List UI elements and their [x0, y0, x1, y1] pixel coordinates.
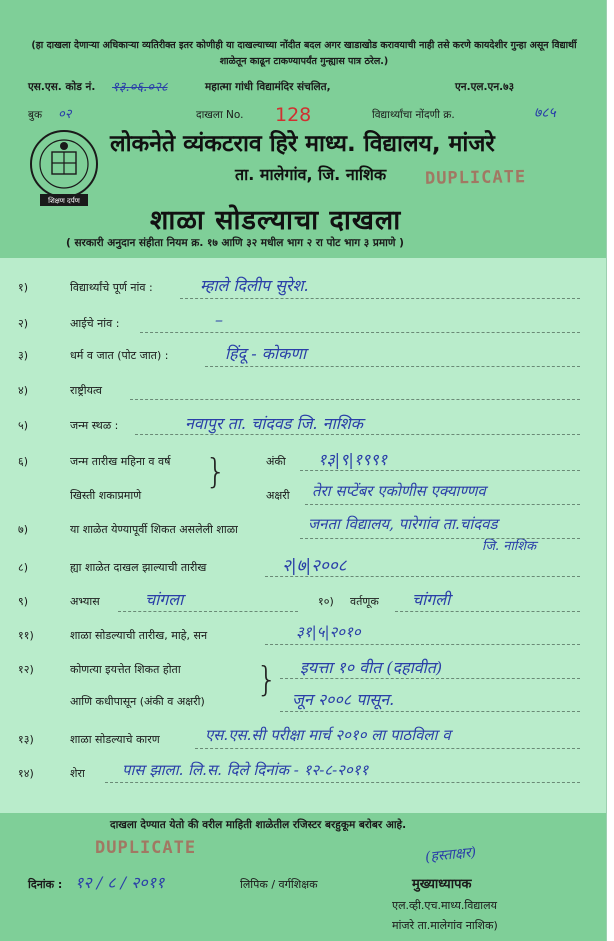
dotted-line	[265, 576, 580, 577]
dotted-line	[305, 504, 580, 505]
sanstha-name: महात्मा गांधी विद्यामंदिर संचलित,	[205, 81, 331, 93]
student-name-label: विद्यार्थ्यांचे पूर्ण नांव :	[70, 281, 153, 294]
leaving-date-label: शाळा सोडल्याची तारीख, माहे, सन	[70, 629, 208, 642]
certificate-subheading: ( सरकारी अनुदान संहीता नियम क्र. १७ आणि ३२ मधील भाग २ रा पोट भाग ३ प्रमाणे )	[66, 237, 404, 249]
since-when-label: आणि कधीपासून (अंकी व अक्षरी)	[70, 695, 205, 708]
study-value: चांगला	[145, 590, 184, 609]
school-place: ता. मालेगांव, जि. नाशिक	[235, 165, 387, 184]
birth-date-label: जन्म तारीख महिना व वर्ष	[70, 455, 171, 468]
registration-value: ७८५	[534, 105, 556, 121]
row-number: ६)	[18, 455, 29, 468]
dotted-line	[395, 611, 580, 612]
dakhla-label: दाखला No.	[196, 109, 244, 121]
row-number: ५)	[18, 419, 29, 432]
date-label: दिनांक :	[28, 878, 63, 891]
warning-notice: (हा दाखला देणाऱ्या अधिकाऱ्या व्यतिरीक्त इतर कोणीही या दाखल्याच्या नोंदीत बदल अगर खाडाखोड करावयाची नाही तसे करणे कायदेशीर गुन्हा असून विद्यार्थी शाळेतून काढून टाकण्यापर्यंत गुन्ह्यास पात्र ठरेल.)	[31, 40, 577, 67]
row-number: ११)	[18, 629, 34, 642]
ssc-code-label: एस.एस. कोड नं.	[28, 81, 96, 93]
ssc-code-value: १३.०६.०२८	[112, 80, 168, 95]
leaving-reason-value: एस.एस.सी परीक्षा मार्च २०१० ला पाठविला व	[205, 726, 451, 744]
certificate-heading: शाळा सोडल्याचा दाखला	[150, 205, 402, 236]
school-emblem-icon	[28, 128, 100, 208]
mother-name-label: आईचे नांव :	[70, 317, 120, 330]
headmaster-signature: (हस्ताक्षर)	[424, 844, 477, 866]
row-number: १०)	[318, 595, 334, 608]
verification-statement: दाखला देण्यात येतो की वरील माहिती शाळेतील रजिस्टर बरहुकूम बरोबर आहे.	[110, 819, 407, 831]
mother-name-value: –	[215, 310, 223, 329]
nationality-label: राष्ट्रीयत्व	[70, 384, 103, 397]
emblem-text: शिक्षण दर्पण	[48, 197, 80, 205]
book-value: ०२	[58, 107, 72, 122]
row-number: ९)	[18, 595, 29, 608]
ln-number: एन.एल.एन.७३	[455, 81, 515, 93]
school-stamp-line2: मांजरे ता.मालेगांव नाशिक)	[392, 919, 498, 932]
duplicate-stamp-bottom: DUPLICATE	[95, 838, 197, 858]
dotted-line	[180, 298, 580, 299]
study-label: अभ्यास	[70, 595, 100, 608]
conduct-value: चांगली	[412, 590, 451, 609]
dotted-line	[118, 611, 298, 612]
leaving-reason-label: शाळा सोडल्याचे कारण	[70, 733, 160, 746]
date-value: १२ / ८ / २०११	[75, 873, 165, 892]
brace: }	[205, 452, 227, 492]
birth-place-value: नवापुर ता. चांदवड जि. नाशिक	[185, 414, 363, 433]
dotted-line	[105, 782, 580, 783]
leaving-date-value: ३१|५|२०१०	[296, 623, 361, 641]
dotted-line	[140, 332, 580, 333]
dotted-line	[135, 434, 580, 435]
birth-date-figures: १३|९|१९९१	[318, 450, 388, 469]
brace: }	[256, 660, 278, 700]
in-words-label: अक्षरी	[266, 489, 290, 502]
dotted-line	[280, 678, 580, 679]
remark-value: पास झाला. लि.स. दिले दिनांक - १२-८-२०११	[122, 761, 369, 779]
row-number: १२)	[18, 663, 34, 676]
duplicate-stamp-top: DUPLICATE	[424, 167, 527, 189]
since-when-value: जून २००८ पासून.	[292, 690, 395, 709]
remark-label: शेरा	[70, 767, 85, 780]
dotted-line	[265, 644, 580, 645]
row-number: ७)	[18, 523, 29, 536]
in-figures-label: अंकी	[266, 455, 286, 468]
dotted-line	[280, 711, 580, 712]
row-number: ४)	[18, 384, 29, 397]
conduct-label: वर्तणूक	[350, 595, 379, 608]
birth-place-label: जन्म स्थळ :	[70, 419, 119, 432]
student-name-value: म्हाले दिलीप सुरेश.	[200, 276, 309, 295]
row-number: १४)	[18, 767, 34, 780]
dotted-line	[130, 399, 580, 400]
dakhla-number: 128	[275, 104, 312, 126]
birth-date-words: तेरा सप्टेंबर एकोणीस एक्याण्णव	[312, 482, 486, 500]
religion-caste-value: हिंदू - कोकणा	[225, 344, 307, 363]
dotted-line	[205, 366, 580, 367]
previous-school-value: जनता विद्यालय, पारेगांव ता.चांदवड	[308, 515, 498, 533]
standard-label: कोणत्या इयत्तेत शिकत होता	[70, 663, 181, 676]
row-number: ३)	[18, 349, 29, 362]
book-label: बुक	[28, 109, 43, 121]
row-number: १)	[18, 281, 29, 294]
clerk-label: लिपिक / वर्गशिक्षक	[240, 878, 318, 891]
row-number: १३)	[18, 733, 34, 746]
school-name: लोकनेते व्यंकटराव हिरे माध्य. विद्यालय, मांजरे	[110, 131, 495, 157]
dotted-line	[300, 470, 580, 471]
previous-school-label: या शाळेत येण्यापूर्वी शिकत असलेली शाळा	[70, 523, 238, 536]
row-number: ८)	[18, 561, 29, 574]
admission-date-label: ह्या शाळेत दाखल झाल्याची तारीख	[70, 561, 207, 574]
registration-label: विद्यार्थ्यांचा नोंदणी क्र.	[372, 109, 455, 121]
headmaster-label: मुख्याध्यापक	[412, 877, 472, 892]
dotted-line	[195, 748, 580, 749]
previous-school-district: जि. नाशिक	[482, 539, 537, 554]
religion-caste-label: धर्म व जात (पोट जात) :	[70, 349, 169, 362]
dotted-line	[300, 538, 580, 539]
school-stamp-line1: एल.व्ही.एच.माध्य.विद्यालय	[392, 899, 497, 912]
christian-calendar-label: खिस्ती शकाप्रमाणे	[70, 489, 142, 502]
admission-date-value: २|७|२००८	[282, 556, 347, 576]
standard-value: इयत्ता १० वीत (दहावीत)	[300, 658, 443, 677]
row-number: २)	[18, 317, 29, 330]
